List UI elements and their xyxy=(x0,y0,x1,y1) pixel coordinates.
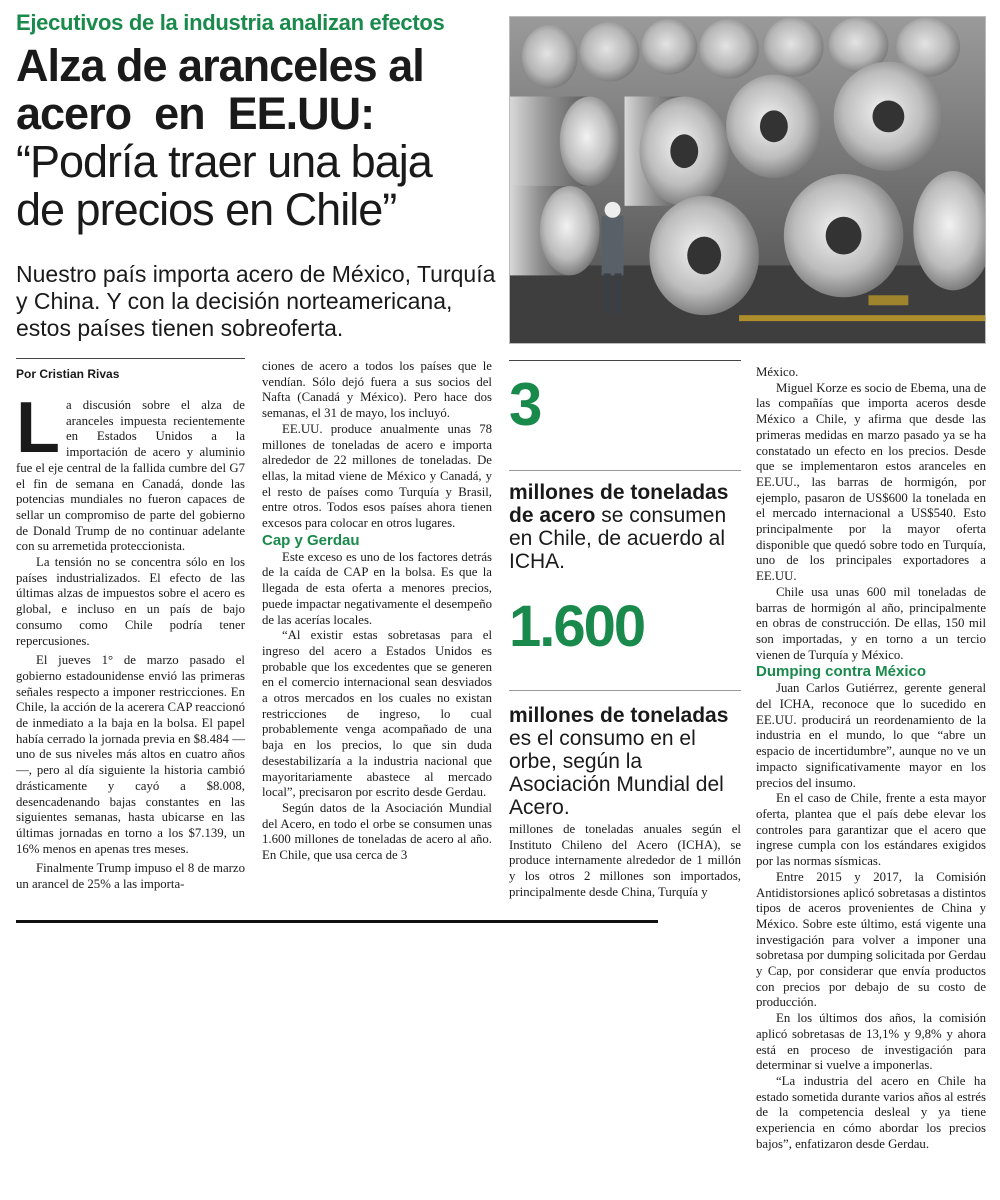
divider xyxy=(16,358,245,359)
headline-line-1: Alza de aranceles al xyxy=(16,40,424,91)
paragraph: Entre 2015 y 2017, la Comisión Antidistorsiones aplicó sobretasas a distintos tipos de aceros provenientes de China y México. Sobre este último, está vigente una investigación para volver a imponer una sobretasa por dumping solicitada por Gerdau y Cap, por considerar que envía productos con precios por debajo de su costo de producción. xyxy=(756,869,986,1010)
divider xyxy=(509,360,741,361)
paragraph: “Al existir estas sobretasas para el ingreso del acero a Estados Unidos es probable que los excedentes que se generen en el comercio internacional sean desviados a otros mercados en los cuales no existan restricciones de ingreso, lo cual probablemente venga acompañado de una baja en los precios, lo que sin duda desestabilizaría a la industria nacional que mayoritariamente abastece al mercado local”, precisaron por escrito desde Gerdau. xyxy=(262,628,492,800)
paragraph: La discusión sobre el alza de aranceles impuesta recientemente en Estados Unidos a la importación de acero y aluminio fue el eje central de la fallida cumbre del G7 el fin de semana en Canadá, donde las potencias mundiales no fueron capaces de sellar un compromiso de parte del gobierno de Donald Trump de no continuar adelante con su arremetida proteccionista. xyxy=(16,388,245,554)
stat-number-3: 3 xyxy=(509,371,543,438)
headline xyxy=(16,42,501,234)
paragraph: México. xyxy=(756,365,799,379)
subhead-cap-gerdau: Cap y Gerdau xyxy=(262,531,360,549)
paragraph: Finalmente Trump impuso el 8 de marzo un arancel de 25% a las importa- xyxy=(16,861,245,892)
headline-line-4: de precios en Chile” xyxy=(16,184,397,235)
paragraph: Miguel Korze es socio de Ebema, una de las compañías que importa aceros desde México a Chile, y afirma que desde las primeras medidas en marzo pasado ya se ha constatado un efecto en los precios. Desde que se implementaron estos aranceles en EE.UU., las barras de hormigón, por ejemplo, pasaron de US$600 la tonelada en el mercado internacional a US$540. Esto principalmente por la mayor oferta disponible que quedó sobre todo en Turquía, uno de los principales exportadores a EE.UU. xyxy=(756,380,986,584)
steel-coils-photo xyxy=(509,16,986,344)
divider xyxy=(509,470,741,471)
paragraph: Juan Carlos Gutiérrez, gerente general del ICHA, reconoce que lo sucedido en EE.UU. producirá un reordenamiento de la industria en el mundo, lo que “abre un espacio de incertidumbre”, aunque no ve un impacto significativamente mayor en los precios del insumo. xyxy=(756,681,986,790)
byline: Por Cristian Rivas xyxy=(16,367,120,381)
paragraph: “La industria del acero en Chile ha estado sometida durante varios años al estrés de la competencia desleal y ya tiene experiencia en cómo abordar los precios bajos”, enfatizaron desde Gerdau. xyxy=(756,1073,986,1151)
stat-number-1600: 1.600 xyxy=(509,594,645,659)
headline-line-3: “Podría traer una baja xyxy=(16,136,432,187)
paragraph: En el caso de Chile, frente a esta mayor oferta, plantea que el país debe elevar los controles para garantizar que el acero que ingrese cumpla con los estándares exigidos por las normas sísmicas. xyxy=(756,791,986,869)
paragraph: EE.UU. produce anualmente unas 78 millones de toneladas de acero e importa alrededor de 22 millones de toneladas. De ellas, la mitad viene de México y Canadá, y el resto de países como Turquía y Brasil, entre otros. Todos esos países ahora tienen excesos para colocar en otros lugares. xyxy=(262,421,492,531)
paragraph: La tensión no se concentra sólo en los países industrializados. El efecto de las últimas alzas de impuestos sobre el acero es global, e incluso en un país de bajo consumo como Chile podría tener repercusiones. xyxy=(16,555,245,648)
steel-coils-warehouse-photo-icon xyxy=(510,17,985,343)
kicker: Ejecutivos de la industria analizan efectos xyxy=(16,10,445,35)
paragraph: Según datos de la Asociación Mundial del Acero, en todo el orbe se consumen unas 1.600 millones de toneladas de acero al año. En Chile, que usa cerca de 3 xyxy=(262,800,492,863)
column-2 xyxy=(262,359,492,864)
stat-text-2: millones de toneladas es el consumo en el orbe, según la Asociación Mundial del Acero. xyxy=(509,704,729,819)
paragraph: El jueves 1° de marzo pasado el gobierno estadounidense envió las primeras señales respecto a imponer restricciones. En Chile, la acción de la acerera CAP reaccionó de inmediato a la baja en la bolsa. El papel había cerrado la jornada previa en $8.484 —uno de sus niveles más altos en cuatro años—, pero al día siguiente la historia cambió drásticamente y cayó a $8.008, desencadenando bajas constantes en las siguientes semanas, hasta ubicarse en las últimas jornadas en torno a los $7.139, un 16% menos en apenas tres meses. xyxy=(16,653,245,856)
bottom-rule xyxy=(16,920,658,923)
paragraph: ciones de acero a todos los países que le vendían. Sólo dejó fuera a sus socios del Nafta (Canadá y México). Pero hace dos semanas, el 31 de mayo, los incluyó. xyxy=(262,359,492,421)
stat-text-1: millones de toneladas de acero se consumen en Chile, de acuerdo al ICHA. xyxy=(509,481,729,573)
divider xyxy=(509,690,741,691)
subhead-dumping: Dumping contra México xyxy=(756,663,927,681)
paragraph: En los últimos dos años, la comisión aplicó sobretasas de 13,1% y 9,8% y ahora está en proceso de investigación para determinar si vuelve a imponerlas. xyxy=(756,1011,986,1073)
column-1 xyxy=(16,388,245,893)
dropcap: L xyxy=(16,388,60,468)
column-4 xyxy=(756,365,986,1152)
paragraph: Chile usa unas 600 mil toneladas de barras de hormigón al año, principalmente en obras de construcción. De ellas, 150 mil son importadas, y en torno a un tercio vienen de Turquía y México. xyxy=(756,584,986,662)
deck: Nuestro país importa acero de México, Turquía y China. Y con la decisión norteamericana, estos países tienen sobreoferta. xyxy=(16,261,496,341)
headline-line-2: acero en EE.UU: xyxy=(16,88,375,139)
paragraph: millones de toneladas anuales según el Instituto Chileno del Acero (ICHA), se produce internamente alrededor de 1 millón y los otros 2 millones son importados, principalmente desde China, Turquía y xyxy=(509,822,741,899)
paragraph: Este exceso es uno de los factores detrás de la caída de CAP en la bolsa. Es que la llegada de esta oferta a menores precios, puede impactar negativamente el desempeño de las acerías locales. xyxy=(262,549,492,627)
column-3 xyxy=(509,822,741,901)
